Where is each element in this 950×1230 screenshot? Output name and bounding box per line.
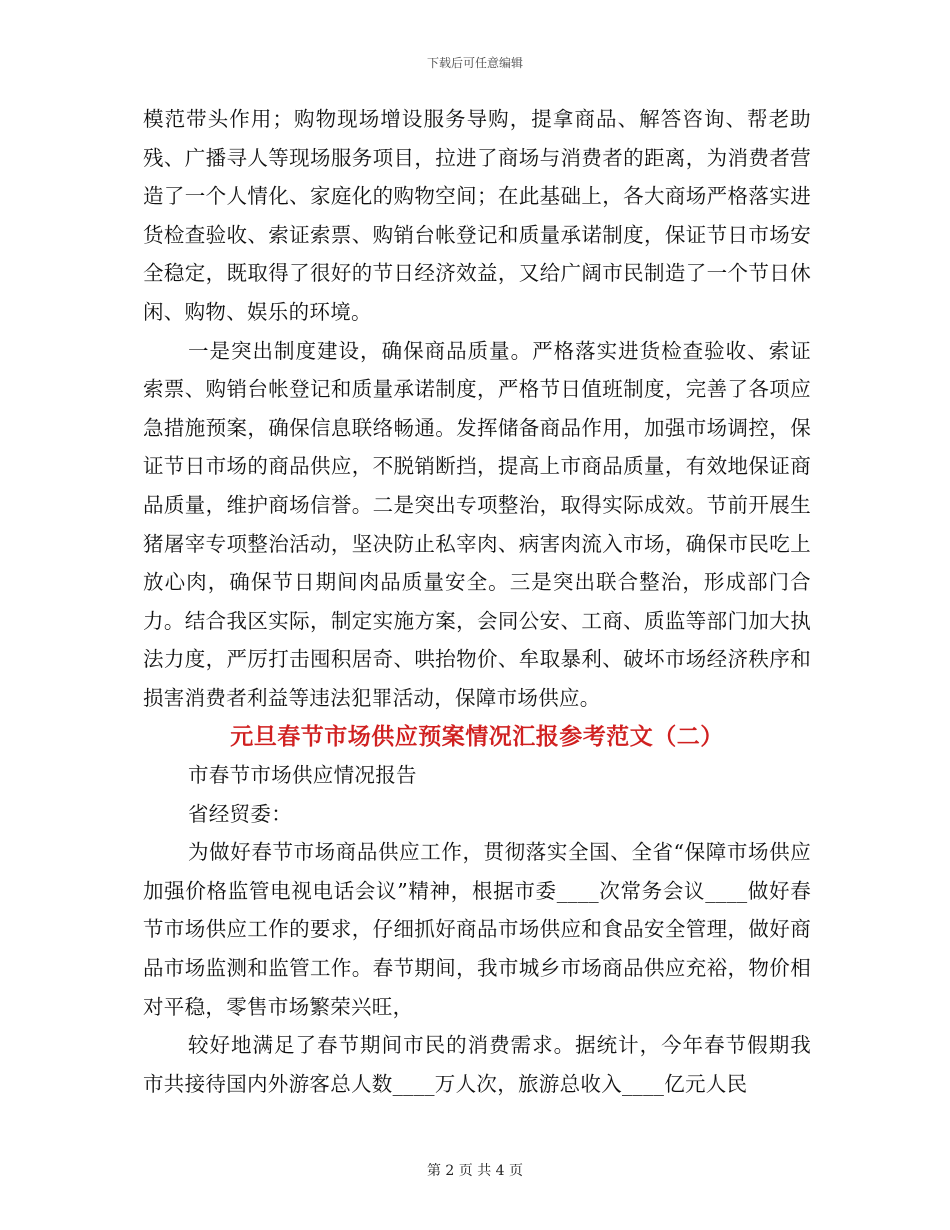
- page-header: 下载后可任意编辑: [426, 56, 523, 70]
- paragraph-report-title: 市春节市场供应情况报告: [188, 763, 417, 788]
- page-footer: 第 2 页 共 4 页: [426, 1163, 524, 1179]
- paragraph-6: 较好地满足了春节期间市民的消费需求。据统计，今年春节假期我市共接待国内外游客总人数____万人次，旅游总收入____亿元人民: [143, 1033, 811, 1096]
- paragraph-1: 模范带头作用；购物现场增设服务导购，提拿商品、解答咨询、帮老助残、广播寻人等现场服务项目，拉进了商场与消费者的距离，为消费者营造了一个人情化、家庭化的购物空间；在此基础上，各大商场严格落实进货检查验收、索证索票、购销台帐登记和质量承诺制度，保证节日市场安全稳定，既取得了很好的节日经济效益，又给广阔市民制造了一个节日休闲、购物、娱乐的环境。: [143, 107, 811, 324]
- paragraph-5: 为做好春节市场商品供应工作，贯彻落实全国、全省“保障市场供应加强价格监管电视电话会议”精神，根据市委____次常务会议____做好春节市场供应工作的要求，仔细抓好商品市场供应和食品安全管理，做好商品市场监测和监管工作。春节期间，我市城乡市场商品供应充裕，物价相对平稳，零售市场繁荣兴旺，: [143, 840, 811, 1019]
- paragraph-2: 一是突出制度建设，确保商品质量。严格落实进货检查验收、索证索票、购销台帐登记和质量承诺制度，严格节日值班制度，完善了各项应急措施预案，确保信息联络畅通。发挥储备商品作用，加强市场调控，保证节日市场的商品供应，不脱销断挡，提高上市商品质量，有效地保证商品质量，维护商场信誉。二是突出专项整治，取得实际成效。节前开展生猪屠宰专项整治活动，坚决防止私宰肉、病害肉流入市场，确保市民吃上放心肉，确保节日期间肉品质量安全。三是突出联合整治，形成部门合力。结合我区实际，制定实施方案，会同公安、工商、质监等部门加大执法力度，严厉打击囤积居奇、哄抬物价、牟取暴利、破坏市场经济秩序和损害消费者利益等违法犯罪活动，保障市场供应。: [143, 338, 811, 710]
- section-title: 元旦春节市场供应预案情况汇报参考范文（二）: [230, 722, 724, 750]
- paragraph-addressee: 省经贸委：: [188, 801, 292, 826]
- document-body: [143, 100, 811, 1103]
